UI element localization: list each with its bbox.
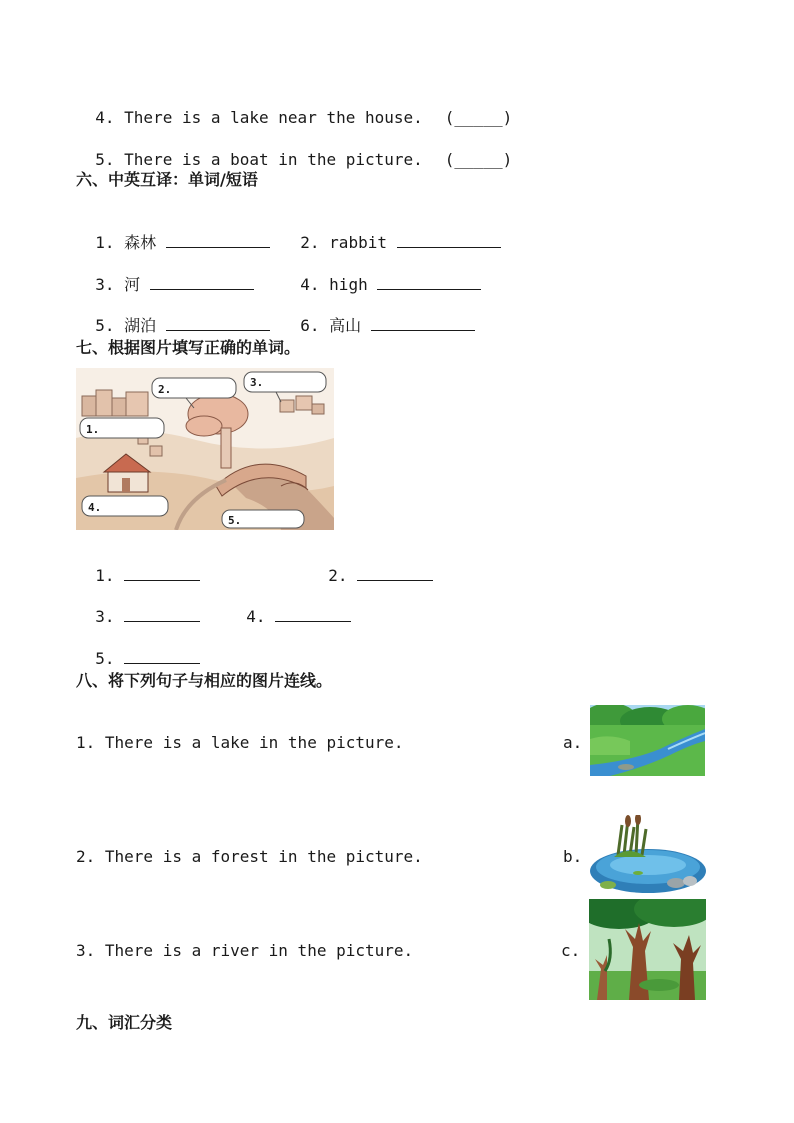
answer-blank[interactable] <box>124 607 200 622</box>
translate-item-3 <box>76 255 254 295</box>
section-6-heading: 六、中英互译：单词/短语 <box>76 170 258 189</box>
translate-item-2 <box>281 213 501 253</box>
match-sentence-3[interactable]: 3. There is a river in the picture. <box>76 941 414 960</box>
question-4-answer-paren[interactable]: (_____) <box>444 108 513 127</box>
callout-4: 4. <box>88 501 102 514</box>
item-word: high <box>329 275 368 294</box>
section-9-heading: 九、词汇分类 <box>76 1013 173 1032</box>
item-number: 3. <box>95 275 115 294</box>
option-letter-c: c. <box>561 941 581 960</box>
option-letter-a: a. <box>563 733 583 752</box>
callout-5: 5. <box>228 514 242 527</box>
answer-number: 1. <box>95 566 115 585</box>
village-scene-picture <box>76 368 334 530</box>
translate-item-5 <box>76 296 270 336</box>
answer-blank[interactable] <box>166 316 270 331</box>
answer-number: 2. <box>328 566 348 585</box>
answer-blank[interactable] <box>124 649 200 664</box>
callout-3: 3. <box>250 376 264 389</box>
picture-answer-3 <box>76 587 200 627</box>
translate-item-6 <box>281 296 475 336</box>
match-sentence-2[interactable]: 2. There is a forest in the picture. <box>76 847 423 866</box>
section-7-heading: 七、根据图片填写正确的单词。 <box>76 338 301 357</box>
item-word: 湖泊 <box>124 316 157 335</box>
item-word: 河 <box>124 275 141 294</box>
item-word: 森林 <box>124 233 157 252</box>
match-sentence-1[interactable]: 1. There is a lake in the picture. <box>76 733 404 752</box>
option-letter-b: b. <box>563 847 583 866</box>
forest-picture[interactable] <box>589 899 706 1000</box>
item-number: 2. <box>300 233 320 252</box>
translate-item-4 <box>281 255 481 295</box>
question-4 <box>76 88 512 128</box>
item-number: 5. <box>95 316 115 335</box>
question-5-text: 5. There is a boat in the picture. <box>95 150 423 169</box>
section-8-heading: 八、将下列句子与相应的图片连线。 <box>76 671 333 690</box>
item-number: 6. <box>300 316 320 335</box>
translate-item-1 <box>76 213 270 253</box>
answer-blank[interactable] <box>371 316 475 331</box>
lake-picture[interactable] <box>588 815 708 895</box>
answer-blank[interactable] <box>397 233 501 248</box>
picture-answer-5 <box>76 629 200 669</box>
answer-number: 3. <box>95 607 115 626</box>
answer-blank[interactable] <box>150 275 254 290</box>
river-picture[interactable] <box>590 705 705 776</box>
answer-blank[interactable] <box>377 275 481 290</box>
answer-number: 4. <box>246 607 266 626</box>
item-word: rabbit <box>329 233 387 252</box>
item-word: 高山 <box>329 316 362 335</box>
picture-answer-2 <box>309 546 433 586</box>
answer-number: 5. <box>95 649 115 668</box>
item-number: 4. <box>300 275 320 294</box>
question-4-text: 4. There is a lake near the house. <box>95 108 423 127</box>
callout-1: 1. <box>86 423 100 436</box>
answer-blank[interactable] <box>357 566 433 581</box>
picture-answer-4 <box>227 587 351 627</box>
question-5-answer-paren[interactable]: (_____) <box>444 150 513 169</box>
question-5 <box>76 130 512 170</box>
callout-2: 2. <box>158 383 172 396</box>
answer-blank[interactable] <box>124 566 200 581</box>
answer-blank[interactable] <box>275 607 351 622</box>
picture-answer-1 <box>76 546 200 586</box>
answer-blank[interactable] <box>166 233 270 248</box>
item-number: 1. <box>95 233 115 252</box>
